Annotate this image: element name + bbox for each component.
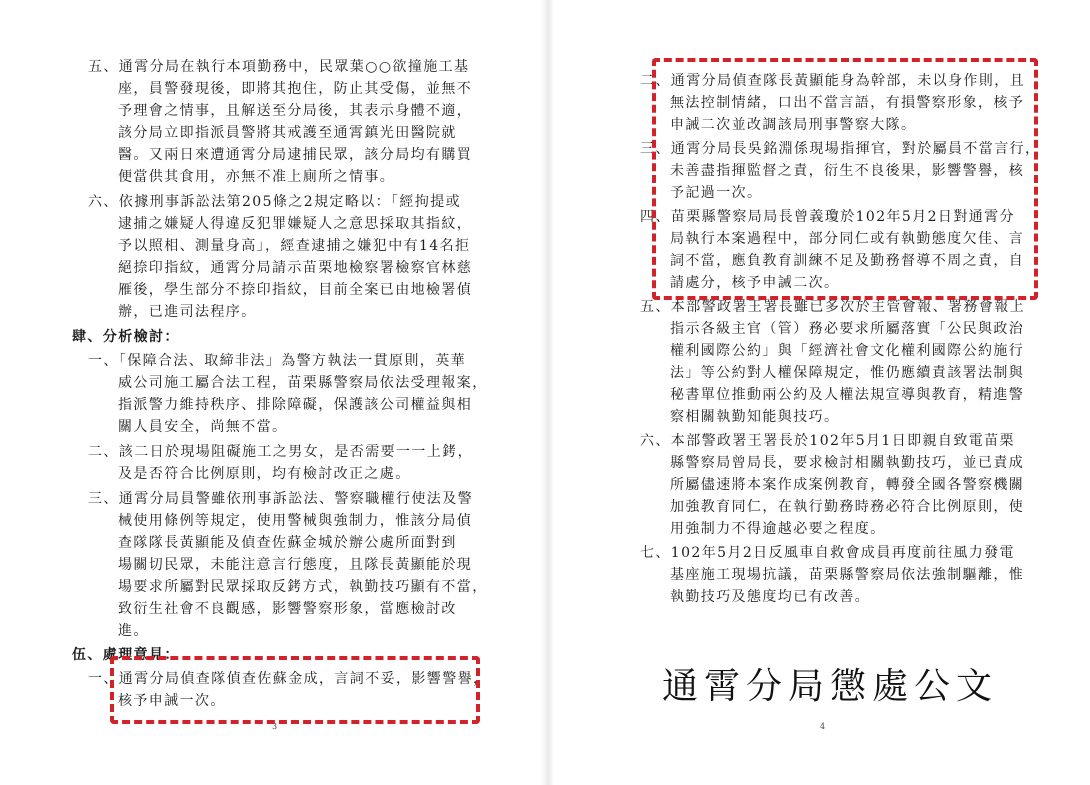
- doc-line: 予記過一次。: [670, 185, 763, 201]
- doc-line: 權利國際公約」與「經濟社會文化權利國際公約施行: [670, 343, 1025, 359]
- document-caption: 通霄分局懲處公文: [662, 666, 999, 707]
- doc-line: 二、通霄分局偵查隊長黃顯能身為幹部，未以身作則，且: [640, 73, 1025, 89]
- doc-line: 醫。又兩日來遭通霄分局逮捕民眾，該分局均有購買: [118, 147, 473, 163]
- doc-line: 一、通霄分局偵查隊偵查佐蘇金成，言詞不妥，影響警譽，: [88, 671, 489, 687]
- doc-line: 威公司施工屬合法工程，苗栗縣警察局依法受理報案，: [118, 375, 488, 391]
- doc-line: 六、本部警政署王署長於102年5月1日即親自致電苗栗: [640, 433, 1015, 449]
- page-number-left: 3: [272, 722, 278, 731]
- doc-line: 無法控制情緒，口出不當言語，有損警察形象，核予: [670, 95, 1025, 111]
- doc-line: 縣警察局曾局長，要求檢討相關執勤技巧，並已責成: [670, 455, 1025, 471]
- doc-line: 秘書單位推動兩公約及人權法規宣導與教育，精進警: [670, 387, 1025, 403]
- doc-line: 六、依據刑事訴訟法第205條之2規定略以：「經拘提或: [88, 194, 462, 210]
- section-heading-disposition: 伍、處理意見：: [72, 647, 180, 663]
- doc-line: 執勤技巧及態度均已有改善。: [670, 589, 871, 605]
- doc-line: 予理會之情事，且解送至分局後，其表示身體不適，: [118, 103, 473, 119]
- doc-line: 查隊隊長黃顯能及偵查佐蘇金城於辦公處所面對到: [118, 535, 457, 551]
- doc-line: 進。: [118, 623, 149, 639]
- doc-line: 三、通霄分局員警雖依刑事訴訟法、警察職權行使法及警: [88, 491, 473, 507]
- doc-line: 便當供其食用，亦無不准上廁所之情事。: [118, 169, 396, 185]
- doc-line: 察相關執勤知能與技巧。: [670, 409, 840, 425]
- doc-line: 詞不當，應負教育訓練不足及勤務督導不周之責，自: [670, 253, 1025, 269]
- page-number-right: 4: [820, 722, 826, 731]
- doc-line: 三、通霄分局長吳銘淵係現場指揮官，對於屬員不當言行，: [640, 141, 1041, 157]
- doc-line: 基座施工現場抗議，苗栗縣警察局依法強制驅離，惟: [670, 567, 1025, 583]
- doc-line: 請處分，核予申誡二次。: [670, 275, 840, 291]
- doc-line: 七、102年5月2日反風車自救會成員再度前往風力發電: [640, 545, 1015, 561]
- doc-line: 場要求所屬對民眾採取反銬方式，執勤技巧顯有不當，: [118, 579, 488, 595]
- book-spine-shadow: [540, 0, 554, 785]
- doc-line: 及是否符合比例原則，均有檢討改正之處。: [118, 466, 411, 482]
- doc-line: 該分局立即指派員警將其戒護至通霄鎮光田醫院就: [118, 125, 457, 141]
- section-heading-analysis: 肆、分析檢討：: [72, 329, 180, 345]
- highlight-box-left: [110, 656, 480, 724]
- doc-line: 五、本部警政署王署長雖已多次於主管會報、署務會報上: [640, 299, 1025, 315]
- doc-line: 予以照相、測量身高」，經查逮捕之嫌犯中有14名拒: [118, 238, 471, 254]
- doc-line: 逮捕之嫌疑人得違反犯罪嫌疑人之意思採取其指紋，: [118, 216, 473, 232]
- doc-line: 四、苗栗縣警察局局長曾義瓊於102年5月2日對通霄分: [640, 209, 1015, 225]
- doc-line: 絕捺印指紋，通霄分局請示苗栗地檢察署檢察官林慈: [118, 260, 473, 276]
- doc-line: 未善盡指揮監督之責，衍生不良後果，影響警譽，核: [670, 163, 1025, 179]
- doc-line: 二、該二日於現場阻礙施工之男女，是否需要一一上銬，: [88, 444, 473, 460]
- doc-line: 用強制力不得逾越必要之程度。: [670, 521, 886, 537]
- doc-line: 所屬儘速將本案作成案例教育，轉發全國各警察機關: [670, 477, 1025, 493]
- doc-line: 辦，已進司法程序。: [118, 304, 257, 320]
- doc-line: 核予申誡一次。: [118, 693, 226, 709]
- highlight-box-right: [652, 58, 1038, 300]
- doc-line: 座，員警發現後，即將其抱住，防止其受傷，並無不: [118, 81, 473, 97]
- doc-line: 致衍生社會不良觀感，影響警察形象，當應檢討改: [118, 601, 457, 617]
- doc-line: 關人員安全，尚無不當。: [118, 419, 288, 435]
- doc-line: 法」等公約對人權保障規定，惟仍應續責該署法制與: [670, 365, 1025, 381]
- doc-line: 雁後，學生部分不捺印指紋，目前全案已由地檢署偵: [118, 282, 473, 298]
- doc-line: 場關切民眾，未能注意言行態度，且隊長黃顯能於現: [118, 557, 473, 573]
- doc-line: 指示各級主官（管）務必要求所屬落實「公民與政治: [670, 321, 1025, 337]
- doc-line: 一、「保障合法、取締非法」為警方執法一貫原則，英華: [88, 353, 466, 369]
- doc-line: 局執行本案過程中，部分同仁或有執勤態度欠佳、言: [670, 231, 1025, 247]
- doc-line: 指派警力維持秩序、排除障礙，保護該公司權益與相: [118, 397, 473, 413]
- doc-line: 五、通霄分局在執行本項勤務中，民眾葉○○欲撞施工基: [88, 59, 470, 75]
- doc-line: 械使用條例等規定，使用警械與強制力，惟該分局偵: [118, 513, 473, 529]
- doc-line: 加強教育同仁，在執行勤務時務必符合比例原則，使: [670, 499, 1025, 515]
- doc-line: 申誡二次並改調該局刑事警察大隊。: [670, 117, 917, 133]
